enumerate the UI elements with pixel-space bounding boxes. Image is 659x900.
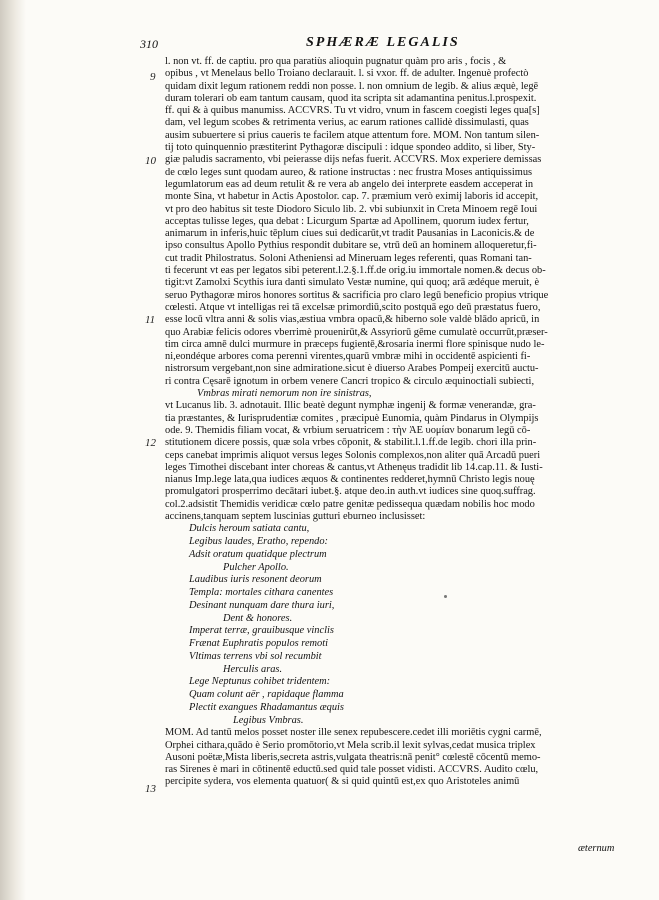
poem-line: Dulcis heroum satiata cantu,: [189, 523, 310, 535]
text-line: animarum in inferis,huic tēplum ciues sui dedicarūt,vt tradit Pausanias in Laconicis.& de: [165, 228, 535, 240]
text-line: duram tolerari ob eam tantum causam, quod ita scripta sit adamantina penitus.l.prospexit.: [165, 92, 537, 104]
text-line: MOM. Ad tantū melos posset noster ille senex repubescere.cedet illi moriētis cygni carmē,: [165, 727, 542, 739]
text-line: opibus , vt Menelaus bello Troiano declarauit. l. si vxor. ff. de adulter. Ingenuè profectò: [165, 68, 529, 80]
text-line: col.2.adsistit Themidis veridicæ cœlo patre genitæ pedissequa quædam nobilis hoc modo: [165, 498, 535, 510]
text-line: tij toto quinquennio præstiterint Pythagoræ discipuli : idque spondeo addito, si liber, Sty-: [165, 142, 536, 154]
text-line: ti fecerunt vt eas per legatos sibi peterent.l.2.§.1.ff.de orig.iu immortale nomen.& decus ob-: [165, 265, 546, 277]
prose-section-2: [165, 400, 617, 523]
poem-line: Adsit oratum quatidque plectrum: [189, 548, 327, 560]
text-line: ode. 9. Themidis filiam vocat, & vrbium seruatricem : τὴν ἈΕ υομίαν bonarum legū cō-: [165, 424, 531, 436]
sapphic-poem: [165, 523, 617, 727]
page-number: 310: [140, 37, 158, 51]
main-text-block: [165, 56, 617, 789]
poem-line: Templa: mortales cithara canentes: [189, 587, 334, 599]
text-line: de cœlo leges sunt quodam aureo, & ratione instructas : nec frustra Moses antiquissimus: [165, 166, 533, 178]
poem-line-adonic: Herculis aras.: [223, 663, 283, 675]
text-line: leges Timothei discebant inter choreas & cantus,vt Athenęus tradidit lib 14.cap.11. & Iusti-: [165, 461, 543, 473]
catchword: æternum: [578, 843, 615, 854]
text-line: monte Sina, vt habetur in Actis Apostolor. cap. 7. præmium verò eximij laboris id accepit,: [165, 191, 539, 203]
margin-number: 11: [145, 314, 156, 326]
poem-line: Plectit exangues Rhadamantus æquis: [189, 701, 344, 713]
text-line: ff. qui & à quibus manumiss. ACCVRS. Tu vt vidro, vnum in fascem coegisti leges qua[s]: [165, 105, 540, 117]
text-line: percipite sydera, vos elementa quatuor( & si quid quintū est,ex quo Aristoteles animū: [165, 776, 520, 788]
poem-line: Vltimas terrens vbi sol recumbit: [189, 650, 322, 662]
text-line: promulgatori prosperrimo decātari iubet.§. atque deo.in auth.vt iudices sine quoq.suffrag.: [165, 486, 536, 498]
page-header: [140, 37, 570, 55]
text-line: ausim subuertere si prius caueris te facilem atque attentum fore. MOM. Non tantum silen-: [165, 129, 540, 141]
text-line: seruo Pythagoræ miros honores sortitus & sacrificia pro claro legū beneficio propius vtrique: [165, 289, 549, 301]
text-line: accinens,tanquam septem luscinias gutturi eburneo inclusisset:: [165, 510, 426, 522]
poem-line: Lege Neptunus cohibet tridentem:: [189, 676, 331, 688]
text-line: tia præstantes, & Iurisprudentiæ comites , præcipuè Eunomia, quàm Pindarus in Olympijs: [165, 412, 539, 424]
text-line: giæ paludis sacramento, vbi peierasse dijs nefas fuerit. ACCVRS. Mox experiere demissas: [165, 154, 542, 166]
text-line: esse locū vltra anni & solis vias,æstiua vmbra opacū,& hiberno sole valdè blādo apricū, in: [165, 314, 540, 326]
binding-gutter-shadow: [0, 0, 26, 900]
text-line: Ausoni poëtæ,Mista liberis,secreta astris,vulgata theatris:nā penit° cœlestē cōcentū memo-: [165, 751, 541, 763]
poem-line: Imperat terræ, grauibusque vinclis: [189, 625, 334, 637]
margin-number: 12: [145, 437, 156, 449]
text-line: Orphei cithara,quādo è Serio promōtorio,vt Mela scrib.il lexit sylvas,cedat musica triplex: [165, 739, 536, 751]
text-line: l. non vt. ff. de captiu. pro qua paratiùs alioquin pugnatur quàm pro aris , focis , &: [165, 56, 507, 67]
text-line: ras Sirenes è mari in cōtinentē eductū.sed quid tale posset vidisti. ACCVRS. Audito cœlu,: [165, 764, 539, 776]
prose-section-3: [165, 727, 617, 788]
text-line: ipso consultus Apollo Pythius respondit dubitare se, vtrū deū an hominem alloqueretur,fi-: [165, 240, 537, 252]
margin-number: 13: [145, 783, 156, 795]
prose-section-1: [165, 56, 617, 388]
poem-line: Legibus laudes, Eratho, rependo:: [189, 536, 329, 548]
poem-line: Quam colunt aër , rapidaque flamma: [189, 689, 344, 701]
text-line: vt pro deo habitus sit teste Diodoro Siculo lib. 2. vbi subiunxit in Creta Minoem regē Ioui: [165, 203, 538, 215]
poem-line: Laudibus iuris resonent deorum: [189, 574, 322, 586]
print-speckle: [444, 595, 447, 598]
running-head: SPHÆRÆ LEGALIS: [306, 35, 460, 50]
text-line: legumlatorum eas ad deum retulit & re vera ab angelo dei interprete easdem acceperat in: [165, 178, 534, 190]
text-line: quo Arabiæ felicis odores vberrimè prouenirūt,& Assyriorū gēme cumulatè occurrūt,præser-: [165, 326, 548, 338]
text-line: nistrorsum vergebant,non sine admiratione.sicut è diuerso Arabes Pompeij exercitū auctu-: [165, 363, 539, 375]
margin-number: 9: [150, 71, 156, 83]
poem-line: Frænat Euphratis populos remoti: [189, 638, 329, 650]
text-line: vt Lucanus lib. 3. adnotauit. Illic beatè degunt nymphæ ingenij & formæ venerandæ, gra-: [165, 400, 536, 412]
poem-line-adonic: Legibus Vmbras.: [233, 714, 304, 726]
text-line: tim circa amnē dulci murmure in præceps fugientē,&rosaria inermi flore spinisque nudo le-: [165, 338, 545, 350]
text-line: quidam dixit legum rationem reddi non posse. l. non omnium de legib. & alius æquè, legē: [165, 80, 539, 92]
text-line: nianus Imp.lege lata,qua iudices æquos & continentes redderet,hymnū Christo legis nouę: [165, 474, 535, 486]
text-line: acceptas tulisse leges, qua debat : Licurgum Spartæ ad Apollinem, quorum iudex fertur,: [165, 215, 529, 227]
text-line: ni,eondéque arbores coma perenni virentes,quarū vmbræ mihi in occidentē aspicienti fi-: [165, 351, 531, 363]
lucan-quotation: Vmbras mirati nemorum non ire sinistras,: [197, 388, 372, 400]
text-line: ceps canebat imprimis aliquot versus leges Solonis complexos,non aliter quā Arcadū pueri: [165, 449, 541, 461]
text-line: cut tradit Philostratus. Soloni Atheniensi ad Mineruam leges referenti, quas Romani tan-: [165, 252, 532, 264]
text-line: cœlesti. Atque vt intelligas rei tā excelsæ primordiū,scito postquā ego deū præstatus fuero,: [165, 301, 541, 313]
poem-line: Desinant nunquam dare thura iuri,: [189, 599, 335, 611]
text-line: stitutionem dicere possis, quæ sola vrbes cōponit, & stabilit.l.1.ff.de legib. chori illa prin-: [165, 437, 537, 449]
text-line: tigit:vt Zamolxi Scythis iura danti simulato Vestæ numine, qui quoq; arā ædéque meruit, è: [165, 277, 540, 289]
poem-line-adonic: Pulcher Apollo.: [223, 561, 289, 573]
text-line: ri contra Cęsarē ignotum in orbem venere Cancri tropico & circulo æquinoctiali subiecti,: [165, 375, 535, 387]
margin-number: 10: [145, 155, 156, 167]
text-line: dam, vel legum scobes & retrimenta verius, ac earum rationes callidè dissimulasti, quas: [165, 117, 529, 129]
poem-line-adonic: Dent & honores.: [223, 612, 293, 624]
